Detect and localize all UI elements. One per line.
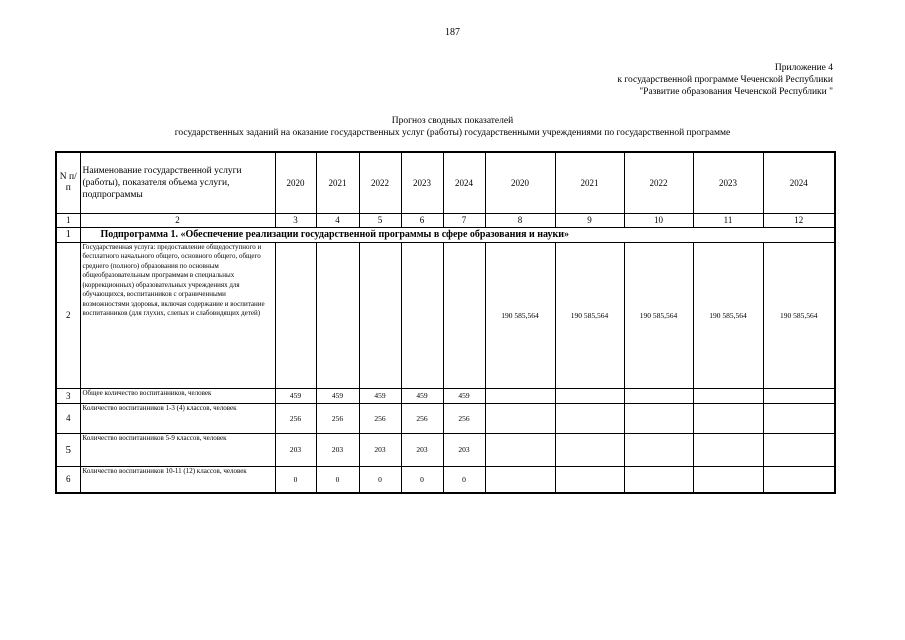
row-name: Количество воспитанников 1-3 (4) классов, человек [80,403,275,433]
volume-cell [359,242,401,388]
subprogram-label: Подпрограмма 1. «Обеспечение реализации государственной программы в сфере образования и науки» [80,227,763,242]
row-name: Количество воспитанников 10-11 (12) классов, человек [80,466,275,493]
subprogram-empty-cell [763,227,835,242]
row-num: 5 [56,433,80,466]
cost-cell: 190 585,564 [624,242,693,388]
header-name: Наименование государственной услуги (работы), показателя объема услуги, подпрограммы [80,152,275,213]
volume-cell: 256 [401,403,443,433]
volume-cell: 256 [316,403,359,433]
header-volume-year: 2022 [359,152,401,213]
volume-cell: 0 [401,466,443,493]
volume-cell: 203 [359,433,401,466]
header-cost-year: 2021 [555,152,624,213]
volume-cell: 256 [275,403,316,433]
cost-cell [485,433,555,466]
volume-cell: 459 [316,388,359,403]
table-row [56,388,835,403]
row-num: 3 [56,388,80,403]
header-cost-year: 2020 [485,152,555,213]
cost-cell [555,433,624,466]
column-index: 12 [763,213,835,227]
volume-cell: 459 [275,388,316,403]
table-row [56,242,835,388]
volume-cell: 459 [359,388,401,403]
header-cost-year: 2024 [763,152,835,213]
header-cost-year: 2023 [693,152,763,213]
cost-cell [555,403,624,433]
cost-cell [624,403,693,433]
volume-cell: 203 [316,433,359,466]
header-cost-year: 2022 [624,152,693,213]
volume-cell: 256 [443,403,485,433]
cost-cell [763,403,835,433]
cost-cell [485,388,555,403]
cost-cell [693,403,763,433]
row-name: Количество воспитанников 5-9 классов, человек [80,433,275,466]
cost-cell: 190 585,564 [555,242,624,388]
column-index: 8 [485,213,555,227]
volume-cell [401,242,443,388]
header-volume-year: 2023 [401,152,443,213]
cost-cell [555,388,624,403]
column-index: 11 [693,213,763,227]
volume-cell [316,242,359,388]
cost-cell [624,466,693,493]
table-row [56,403,835,433]
cost-cell [555,466,624,493]
title-line-1: Прогноз сводных показателей [391,116,514,126]
table-row [56,433,835,466]
cost-cell [624,388,693,403]
row-name: Государственная услуга: предоставление общедоступного и бесплатного начального общего, основного общего, общего среднего (полного) образования по основным общеобразовательным программам в специальных (коррекционных) образовательных учреждениях для обучающихся, воспитанников с ограниченными возможностями здоровья, включая содержание и воспитание воспитанников (для глухих, слепых и слабовидящих детей) [80,242,275,388]
title-line-2: государственных заданий на оказание государственных услуг (работы) государственными учреждениями по государственной программе [174,128,731,138]
volume-cell: 0 [359,466,401,493]
table-row [56,466,835,493]
volume-cell: 203 [443,433,485,466]
column-index: 10 [624,213,693,227]
document-title [0,115,905,139]
column-index: 3 [275,213,316,227]
indicators-table [55,151,836,494]
cost-cell [693,433,763,466]
cost-cell [485,403,555,433]
column-index: 2 [80,213,275,227]
column-index: 5 [359,213,401,227]
row-num: 4 [56,403,80,433]
volume-cell: 459 [443,388,485,403]
cost-cell [485,466,555,493]
column-index: 6 [401,213,443,227]
appendix-note [617,62,833,98]
page-number: 187 [445,27,460,38]
volume-cell: 0 [275,466,316,493]
column-index: 7 [443,213,485,227]
appendix-line-3: "Развитие образования Чеченской Республики " [639,87,833,97]
subprogram-row [56,227,835,242]
cost-cell [693,388,763,403]
cost-cell [763,466,835,493]
header-volume-year: 2021 [316,152,359,213]
header-volume-year: 2020 [275,152,316,213]
subprogram-num: 1 [56,227,80,242]
header-volume-year: 2024 [443,152,485,213]
volume-cell: 203 [401,433,443,466]
row-num: 2 [56,242,80,388]
volume-cell: 256 [359,403,401,433]
cost-cell [763,388,835,403]
cost-cell: 190 585,564 [485,242,555,388]
column-index-row [56,213,835,227]
volume-cell: 0 [316,466,359,493]
volume-cell: 203 [275,433,316,466]
column-index: 4 [316,213,359,227]
column-index: 1 [56,213,80,227]
header-row [56,152,835,213]
cost-cell: 190 585,564 [693,242,763,388]
volume-cell [443,242,485,388]
volume-cell: 459 [401,388,443,403]
cost-cell [624,433,693,466]
cost-cell [693,466,763,493]
appendix-line-2: к государственной программе Чеченской Республики [617,75,833,85]
volume-cell: 0 [443,466,485,493]
cost-cell: 190 585,564 [763,242,835,388]
row-num: 6 [56,466,80,493]
header-num: N п/п [56,152,80,213]
volume-cell [275,242,316,388]
cost-cell [763,433,835,466]
appendix-line-1: Приложение 4 [774,63,833,73]
column-index: 9 [555,213,624,227]
row-name: Общее количество воспитанников, человек [80,388,275,403]
